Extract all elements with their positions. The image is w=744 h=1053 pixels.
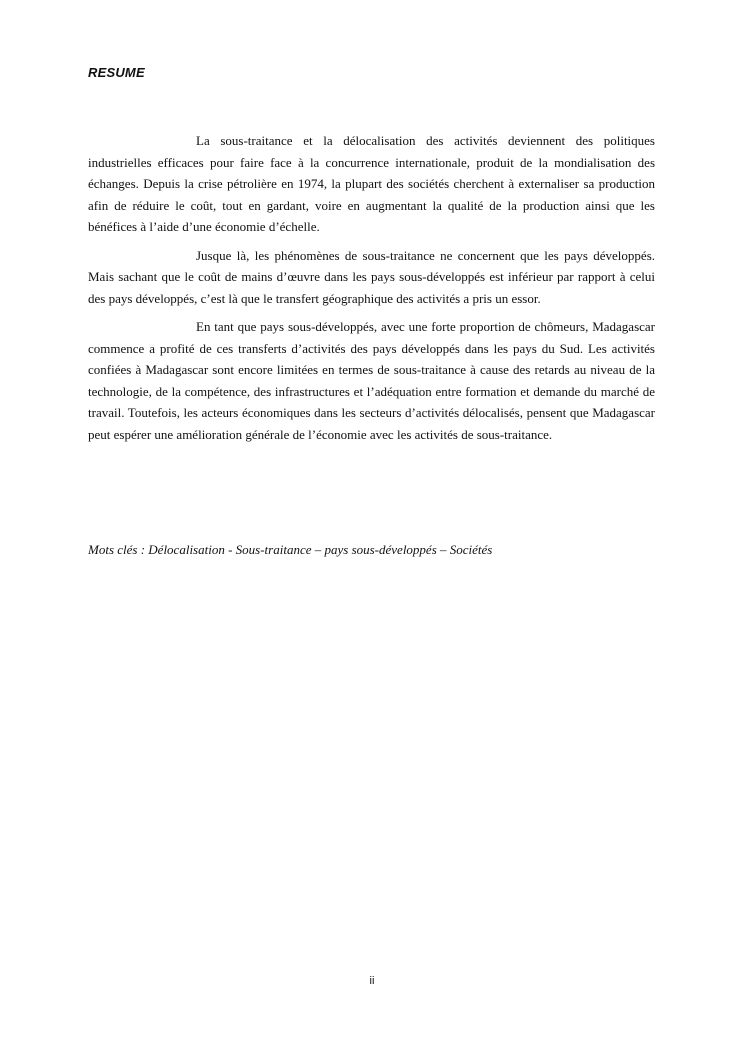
page-number: ii xyxy=(369,975,375,987)
abstract-body xyxy=(88,130,655,452)
keywords-line: Mots clés : Délocalisation - Sous-traitance – pays sous-développés – Sociétés xyxy=(88,542,493,557)
abstract-paragraph-1: La sous-traitance et la délocalisation des activités deviennent des politiques industrielles efficaces pour faire face à la concurrence internationale, produit de la mondialisation des échanges. Depuis la crise pétrolière en 1974, la plupart des sociétés cherchent à externaliser sa production afin de réduire le coût, tout en gardant, voire en augmentant la qualité de la production ainsi que les bénéfices à l’aide d’une économie d’échelle. xyxy=(88,133,655,234)
abstract-paragraph-2: Jusque là, les phénomènes de sous-traitance ne concernent que les pays développés. Mais sachant que le coût de mains d’œuvre dans les pays sous-développés est inférieur par rapport à celui des pays développés, c’est là que le transfert géographique des activités a pris un essor. xyxy=(88,247,655,306)
abstract-paragraph-3: En tant que pays sous-développés, avec une forte proportion de chômeurs, Madagascar commence a profité de ces transferts d’activités des pays développés dans les pays du Sud. Les activités confiées à Madagascar sont encore limitées en termes de sous-traitance à cause des retards au niveau de la technologie, de la compétence, des infrastructures et l’adéquation entre formation et demande du marché de travail. Toutefois, les acteurs économiques dans les secteurs d’activités délocalisés, pensent que Madagascar peut espérer une amélioration générale de l’économie avec les activités de sous-traitance. xyxy=(88,319,655,442)
section-heading: RESUME xyxy=(88,65,145,80)
